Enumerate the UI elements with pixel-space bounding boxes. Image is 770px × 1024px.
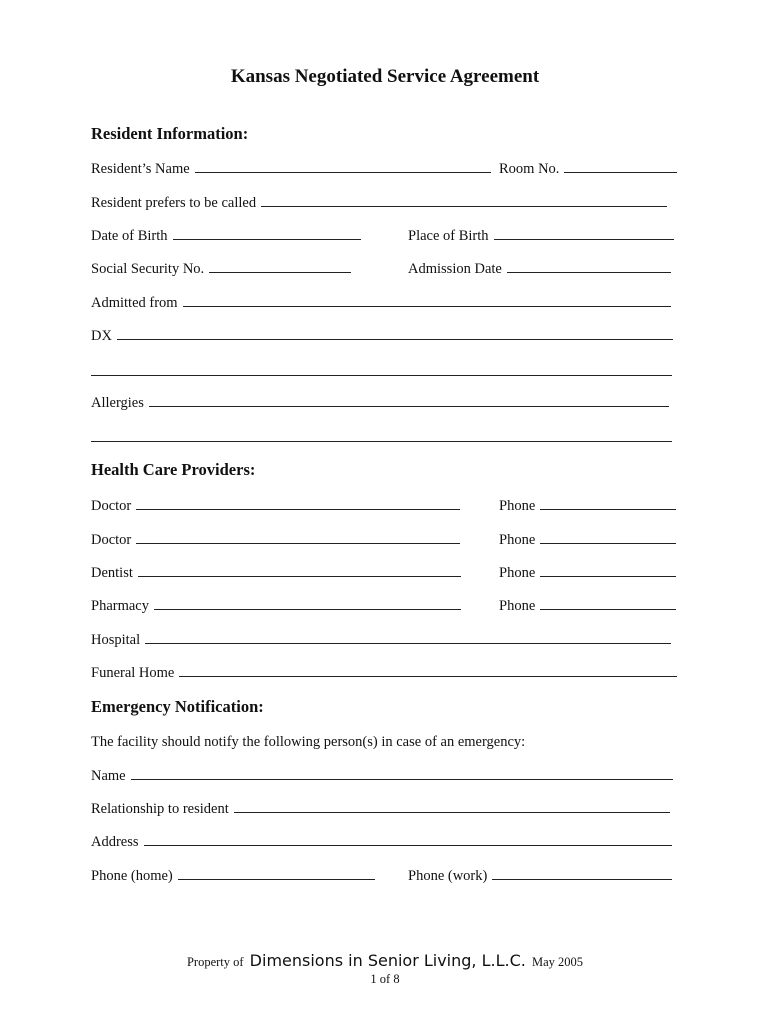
doctor-label: Doctor (91, 532, 132, 548)
admitted-from-label: Admitted from (91, 295, 178, 311)
doctor-field[interactable] (136, 497, 460, 510)
address-label: Address (91, 834, 139, 850)
doctor-phone-row-2 (499, 531, 676, 549)
pharmacy-row (91, 597, 461, 615)
footer (0, 951, 770, 970)
doctor-row-1 (91, 497, 460, 515)
place-of-birth-field[interactable] (494, 227, 674, 240)
emergency-intro-text: The facility should notify the following person(s) in case of an emergency: (91, 734, 526, 750)
funeral-home-row (91, 664, 677, 682)
hospital-label: Hospital (91, 632, 141, 648)
dx-label: DX (91, 328, 112, 344)
allergies-row (91, 394, 669, 412)
relationship-row (91, 800, 670, 818)
pharmacy-phone-row (499, 597, 676, 615)
emergency-name-label: Name (91, 768, 126, 784)
pharmacy-phone-field[interactable] (540, 597, 676, 610)
phone-label: Phone (499, 565, 536, 581)
preferred-name-field[interactable] (261, 194, 667, 207)
phone-work-row (408, 867, 672, 885)
allergies-label: Allergies (91, 395, 144, 411)
ssn-label: Social Security No. (91, 261, 205, 277)
footer-date: May 2005 (531, 955, 584, 969)
address-field[interactable] (144, 833, 672, 846)
emergency-notification-heading: Emergency Notification: (91, 697, 264, 716)
page-number: 1 of 8 (370, 972, 400, 986)
relationship-field[interactable] (234, 800, 670, 813)
doctor-row-2 (91, 531, 460, 549)
hospital-row (91, 631, 671, 649)
phone-work-label: Phone (work) (408, 868, 488, 884)
resident-name-field[interactable] (195, 160, 491, 173)
admission-date-field[interactable] (507, 260, 671, 273)
room-number-field[interactable] (564, 160, 677, 173)
date-of-birth-label: Date of Birth (91, 228, 168, 244)
phone-label: Phone (499, 532, 536, 548)
phone-work-field[interactable] (492, 867, 672, 880)
allergies-field[interactable] (149, 394, 669, 407)
admission-date-label: Admission Date (408, 261, 502, 277)
dentist-phone-row (499, 564, 676, 582)
doctor-field[interactable] (136, 531, 460, 544)
footer-company-name: Dimensions in Senior Living, L.L.C. (249, 951, 526, 970)
place-of-birth-row (408, 227, 674, 245)
dx-continuation-line[interactable] (91, 375, 672, 376)
phone-home-label: Phone (home) (91, 868, 173, 884)
dentist-phone-field[interactable] (540, 564, 676, 577)
dentist-row (91, 564, 461, 582)
phone-label: Phone (499, 598, 536, 614)
health-care-providers-heading: Health Care Providers: (91, 460, 256, 479)
phone-home-row (91, 867, 375, 885)
pharmacy-label: Pharmacy (91, 598, 149, 614)
hospital-field[interactable] (145, 631, 671, 644)
resident-info-heading: Resident Information: (91, 124, 249, 143)
doctor-phone-field[interactable] (540, 531, 676, 544)
dentist-label: Dentist (91, 565, 133, 581)
date-of-birth-field[interactable] (173, 227, 361, 240)
funeral-home-label: Funeral Home (91, 665, 175, 681)
resident-name-row (91, 160, 491, 178)
room-number-label: Room No. (499, 161, 560, 177)
preferred-name-row (91, 194, 667, 212)
ssn-field[interactable] (209, 260, 351, 273)
doctor-phone-row-1 (499, 497, 676, 515)
phone-home-field[interactable] (178, 867, 375, 880)
admission-date-row (408, 260, 671, 278)
emergency-name-field[interactable] (131, 767, 673, 780)
admitted-from-row (91, 294, 671, 312)
address-row (91, 833, 672, 851)
doctor-phone-field[interactable] (540, 497, 676, 510)
relationship-label: Relationship to resident (91, 801, 229, 817)
preferred-name-label: Resident prefers to be called (91, 195, 257, 211)
date-of-birth-row (91, 227, 361, 245)
doctor-label: Doctor (91, 498, 132, 514)
document-title: Kansas Negotiated Service Agreement (230, 66, 540, 87)
pharmacy-field[interactable] (154, 597, 461, 610)
room-number-row (499, 160, 677, 178)
footer-property-of: Property of (186, 955, 244, 969)
emergency-name-row (91, 767, 673, 785)
admitted-from-field[interactable] (183, 294, 671, 307)
resident-name-label: Resident’s Name (91, 161, 190, 177)
dentist-field[interactable] (138, 564, 461, 577)
place-of-birth-label: Place of Birth (408, 228, 489, 244)
ssn-row (91, 260, 351, 278)
dx-row (91, 327, 673, 345)
dx-field[interactable] (117, 327, 673, 340)
phone-label: Phone (499, 498, 536, 514)
funeral-home-field[interactable] (179, 664, 677, 677)
allergies-continuation-line[interactable] (91, 441, 672, 442)
